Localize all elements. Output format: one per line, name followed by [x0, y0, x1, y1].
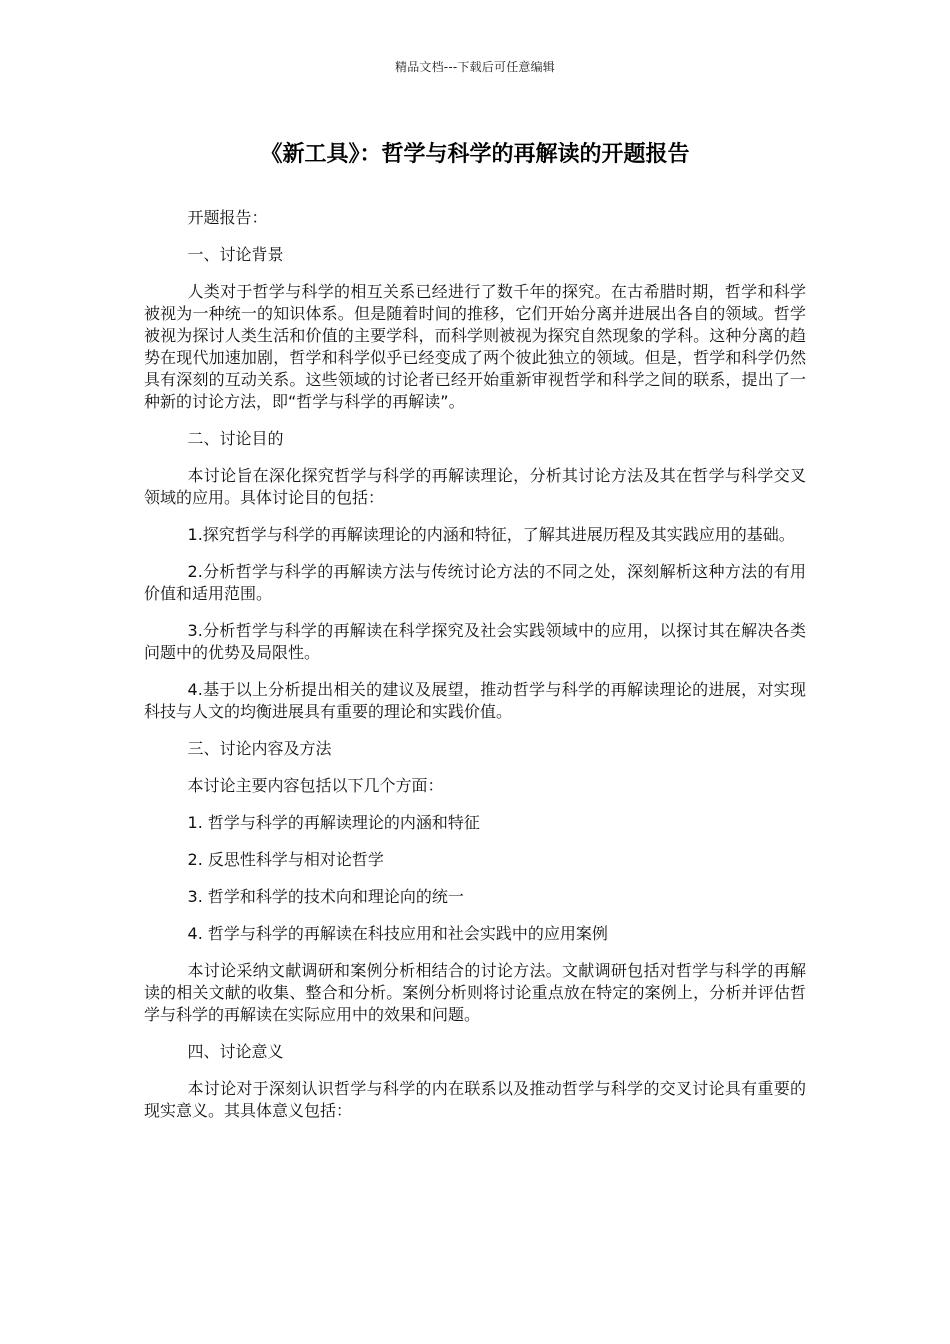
paragraph-background: 人类对于哲学与科学的相互关系已经进行了数千年的探究。在古希腊时期，哲学和科学被视为一种统一的知识体系。但是随着时间的推移，它们开始分离并进展出各自的领域。哲学被视为探讨人类生活和价值的主要学科，而科学则被视为探究自然现象的学科。这种分离的趋势在现代加速加剧，哲学和科学似乎已经变成了两个彼此独立的领域。但是，哲学和科学仍然具有深刻的互动关系。这些领域的讨论者已经开始重新审视哲学和科学之间的联系，提出了一种新的讨论方法，即“哲学与科学的再解读”。 — [144, 282, 806, 411]
paragraph-significance: 本讨论对于深刻认识哲学与科学的内在联系以及推动哲学与科学的交叉讨论具有重要的现实意义。其具体意义包括： — [144, 1079, 806, 1120]
content-item-2: 2. 反思性科学与相对论哲学 — [187, 850, 384, 869]
paragraph-methods: 本讨论采纳文献调研和案例分析相结合的讨论方法。文献调研包括对哲学与科学的再解读的相关文献的收集、整合和分析。案例分析则将讨论重点放在特定的案例上，分析并评估哲学与科学的再解读在实际应用中的效果和问题。 — [144, 961, 806, 1024]
section-heading-purpose: 二、讨论目的 — [187, 429, 284, 448]
section-heading-background: 一、讨论背景 — [187, 245, 284, 264]
content-item-1: 1. 哲学与科学的再解读理论的内涵和特征 — [187, 813, 480, 832]
section-heading-content-methods: 三、讨论内容及方法 — [187, 739, 332, 758]
content-item-4: 4. 哲学与科学的再解读在科技应用和社会实践中的应用案例 — [187, 924, 608, 943]
paragraph-purpose-intro: 本讨论旨在深化探究哲学与科学的再解读理论，分析其讨论方法及其在哲学与科学交叉领域的应用。具体讨论目的包括： — [144, 466, 806, 507]
purpose-item-1: 1.探究哲学与科学的再解读理论的内涵和特征，了解其进展历程及其实践应用的基础。 — [187, 525, 795, 544]
document-title: 《新工具》：哲学与科学的再解读的开题报告 — [260, 142, 690, 167]
purpose-item-3: 3.分析哲学与科学的再解读在科学探究及社会实践领域中的应用，以探讨其在解决各类问题中的优势及局限性。 — [144, 621, 806, 662]
section-heading-significance: 四、讨论意义 — [187, 1042, 284, 1061]
page-header: 精品文档---下载后可任意编辑 — [395, 60, 555, 74]
document-body — [144, 207, 806, 1137]
purpose-item-4: 4.基于以上分析提出相关的建议及展望，推动哲学与科学的再解读理论的进展，对实现科技与人文的均衡进展具有重要的理论和实践价值。 — [144, 680, 806, 721]
paragraph-report-label: 开题报告： — [187, 208, 268, 227]
purpose-item-2: 2.分析哲学与科学的再解读方法与传统讨论方法的不同之处，深刻解析这种方法的有用价值和适用范围。 — [144, 562, 806, 603]
paragraph-content-intro: 本讨论主要内容包括以下几个方面： — [187, 776, 444, 795]
content-item-3: 3. 哲学和科学的技术向和理论向的统一 — [187, 887, 464, 906]
